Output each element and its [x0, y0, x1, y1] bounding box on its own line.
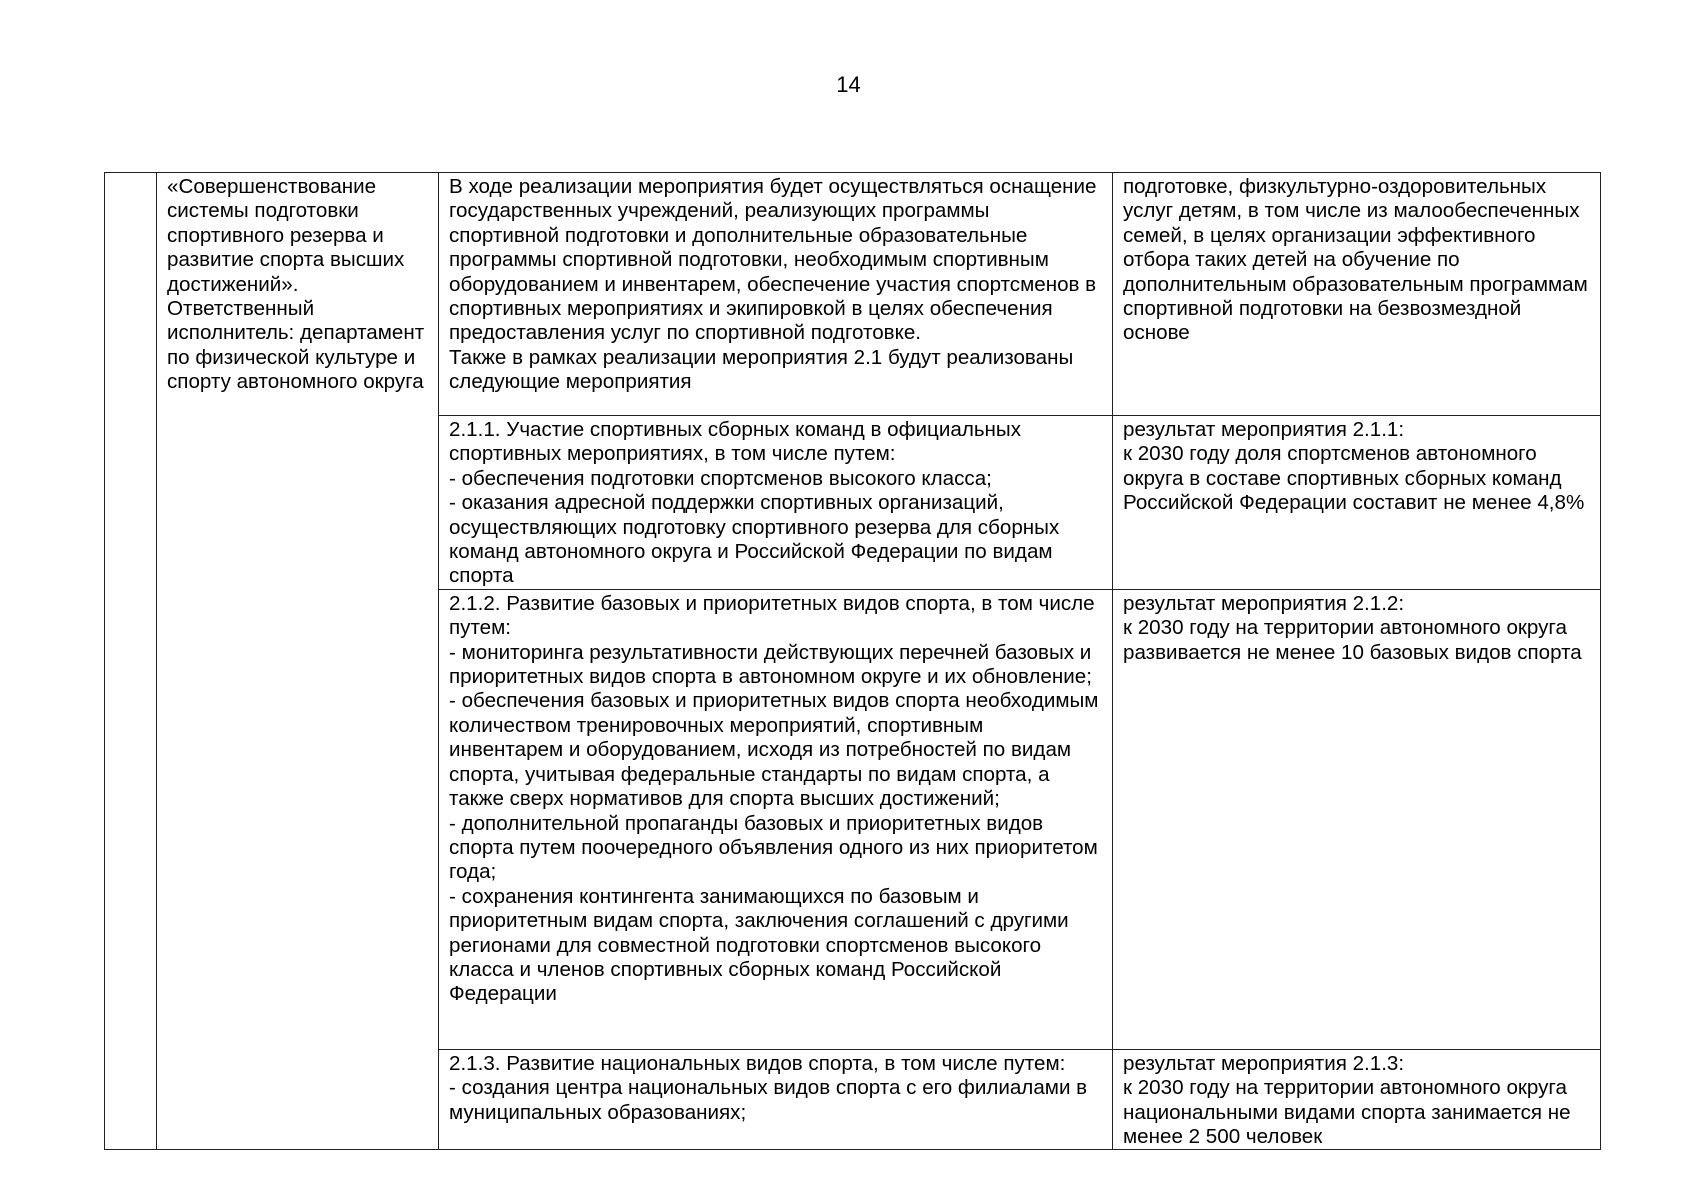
program-activities-table [104, 172, 1601, 1150]
activity-title: «Совершенствование системы подготовки спортивного резерва и развитие спорта высших достижений». [167, 175, 405, 296]
description-text: - обеспечения базовых и приоритетных видов спорта необходимым количеством тренировочных мероприятий, спортивным инвентарем и оборудованием, исходя из потребностей по видам спорта, учитывая федеральные стандарты по видам спорта, а также сверх нормативов для спорта высших достижений; [449, 689, 1099, 811]
result-text: к 2030 году на территории автономного округа развивается не менее 10 базовых видов спорта [1123, 616, 1582, 664]
description-text: - сохранения контингента занимающихся по базовым и приоритетным видам спорта, заключения соглашений с другими регионами для совместной подготовки спортсменов высокого класса и членов спортивных сборных команд Российской Федерации [449, 884, 1069, 1006]
activity-name-cell [157, 173, 439, 1150]
page-number: 14 [836, 72, 861, 97]
table-row [105, 173, 1601, 416]
description-text: - обеспечения подготовки спортсменов высокого класса; [449, 466, 992, 490]
description-text: 2.1.1. Участие спортивных сборных команд в официальных спортивных мероприятиях, в том числе путем: [449, 418, 1022, 466]
description-cell [439, 416, 1113, 590]
result-heading: результат мероприятия 2.1.2: [1123, 591, 1405, 615]
description-cell [439, 589, 1113, 1049]
description-text: 2.1.3. Развитие национальных видов спорта, в том числе путем: [449, 1051, 1066, 1075]
result-text: к 2030 году на территории автономного округа национальными видами спорта занимается не менее 2 500 человек [1123, 1076, 1571, 1149]
description-text: Также в рамках реализации мероприятия 2.1 будут реализованы следующие мероприятия [449, 345, 1074, 394]
responsible-executor: Ответственный исполнитель: департамент по физической культуре и спорту автономного округа [167, 297, 425, 394]
number-cell [105, 173, 157, 1150]
result-cell [1113, 416, 1601, 590]
result-text: подготовке, физкультурно-оздоровительных услуг детям, в том числе из малообеспеченных семей, в целях организации эффективного отбора таких детей на обучение по дополнительным образовательным программам спортивной подготовки на безвозмездной основе [1123, 175, 1588, 345]
description-text: В ходе реализации мероприятия будет осуществляться оснащение государственных учреждений, реализующих программы спортивной подготовки и дополнительные образовательные программы спортивной подготовки, необходимым спортивным оборудованием и инвентарем, обеспечение участия спортсменов в спортивных мероприятиях и экипировкой в целях обеспечения предоставления услуг по спортивной подготовке. [449, 175, 1097, 345]
result-cell [1113, 589, 1601, 1049]
description-text: - дополнительной пропаганды базовых и приоритетных видов спорта путем поочередного объявления одного из них приоритетом года; [449, 811, 1098, 884]
description-text: - создания центра национальных видов спорта с его филиалами в муниципальных образованиях; [449, 1076, 1088, 1124]
description-text: 2.1.2. Развитие базовых и приоритетных видов спорта, в том числе путем: [449, 591, 1095, 640]
result-cell [1113, 1049, 1601, 1150]
description-text: - оказания адресной поддержки спортивных организаций, осуществляющих подготовку спортивного резерва для сборных команд автономного округа и Российской Федерации по видам спорта [449, 491, 1060, 588]
description-text: - мониторинга результативности действующих перечней базовых и приоритетных видов спорта в автономном округе и их обновление; [449, 640, 1092, 689]
description-cell [439, 173, 1113, 416]
result-heading: результат мероприятия 2.1.3: [1123, 1051, 1405, 1075]
result-cell [1113, 173, 1601, 416]
result-heading: результат мероприятия 2.1.1: [1123, 418, 1405, 441]
result-text: к 2030 году доля спортсменов автономного округа в составе спортивных сборных команд Российской Федерации составит не менее 4,8% [1123, 442, 1585, 515]
description-cell [439, 1049, 1113, 1150]
